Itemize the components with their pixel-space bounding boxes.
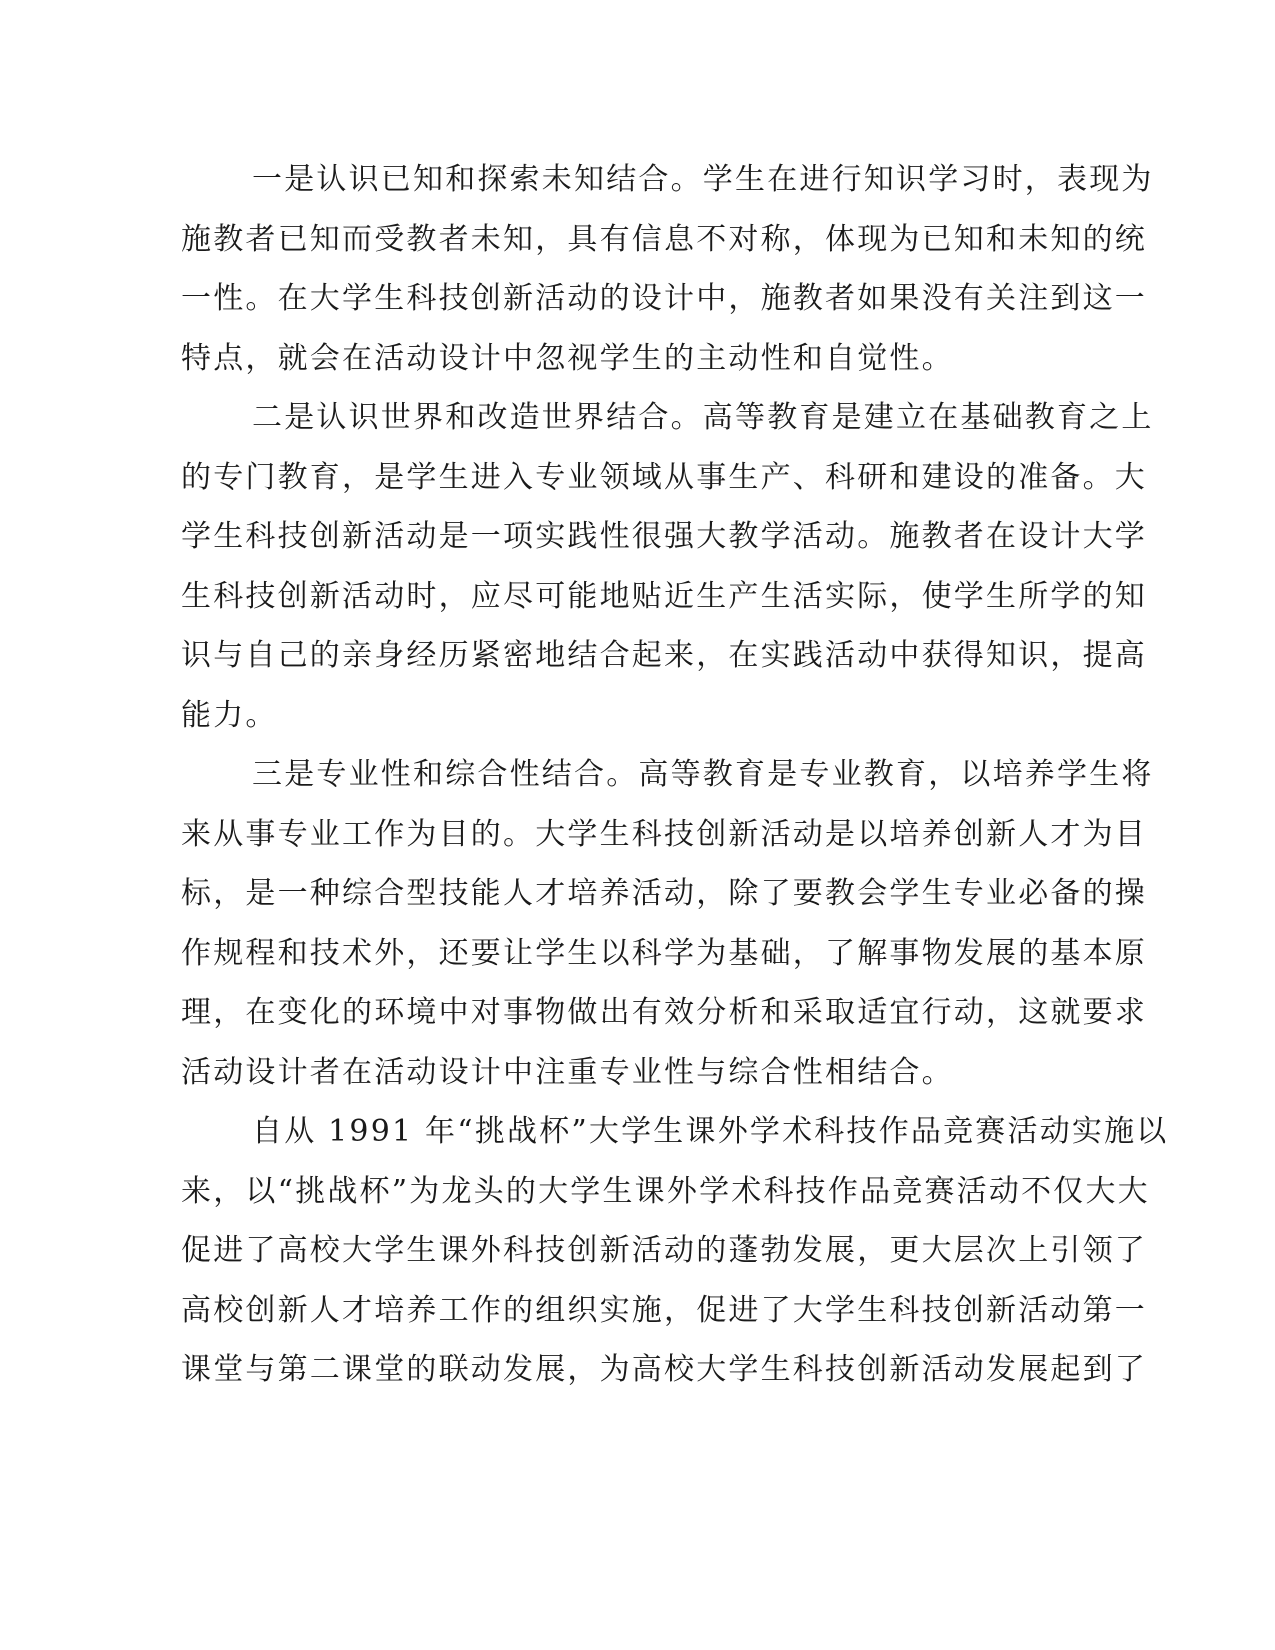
paragraph-line: 识与自己的亲身经历紧密地结合起来，在实践活动中获得知识，提高 <box>181 638 1147 673</box>
paragraph-line: 课堂与第二课堂的联动发展，为高校大学生科技创新活动发展起到了 <box>181 1352 1147 1387</box>
paragraph-line: 来从事专业工作为目的。大学生科技创新活动是以培养创新人才为目 <box>181 816 1147 852</box>
paragraph-line: 高校创新人才培养工作的组织实施，促进了大学生科技创新活动第一 <box>181 1292 1147 1328</box>
body-text <box>181 150 1169 1400</box>
paragraph-line: 促进了高校大学生课外科技创新活动的蓬勃发展，更大层次上引领了 <box>181 1233 1147 1268</box>
paragraph-line: 生科技创新活动时，应尽可能地贴近生产生活实际，使学生所学的知 <box>181 578 1147 614</box>
paragraph-2 <box>181 388 1154 745</box>
paragraph-3 <box>181 745 1154 1102</box>
paragraph-line: 一性。在大学生科技创新活动的设计中，施教者如果没有关注到这一 <box>181 281 1147 316</box>
paragraph-line: 一是认识已知和探索未知结合。学生在进行知识学习时，表现为 <box>252 162 1154 197</box>
paragraph-line: 自从 1991 年“挑战杯”大学生课外学术科技作品竞赛活动实施以 <box>252 1114 1169 1149</box>
paragraph-line: 三是专业性和综合性结合。高等教育是专业教育，以培养学生将 <box>252 757 1154 792</box>
paragraph-line: 学生科技创新活动是一项实践性很强大教学活动。施教者在设计大学 <box>181 519 1147 554</box>
paragraph-line: 来，以“挑战杯”为龙头的大学生课外学术科技作品竞赛活动不仅大大 <box>181 1173 1150 1209</box>
paragraph-line: 标，是一种综合型技能人才培养活动，除了要教会学生专业必备的操 <box>181 876 1147 911</box>
paragraph-line: 理，在变化的环境中对事物做出有效分析和采取适宜行动，这就要求 <box>181 995 1147 1030</box>
paragraph-line: 施教者已知而受教者未知，具有信息不对称，体现为已知和未知的统 <box>181 221 1147 257</box>
paragraph-line: 的专门教育，是学生进入专业领域从事生产、科研和建设的准备。大 <box>181 459 1147 495</box>
paragraph-line: 二是认识世界和改造世界结合。高等教育是建立在基础教育之上 <box>252 400 1154 435</box>
paragraph-line: 能力。 <box>181 697 278 733</box>
paragraph-line: 活动设计者在活动设计中注重专业性与综合性相结合。 <box>181 1054 954 1090</box>
paragraph-4 <box>181 1102 1169 1400</box>
paragraph-1 <box>181 150 1154 388</box>
paragraph-line: 作规程和技术外，还要让学生以科学为基础，了解事物发展的基本原 <box>181 935 1147 971</box>
paragraph-line: 特点，就会在活动设计中忽视学生的主动性和自觉性。 <box>181 340 954 376</box>
